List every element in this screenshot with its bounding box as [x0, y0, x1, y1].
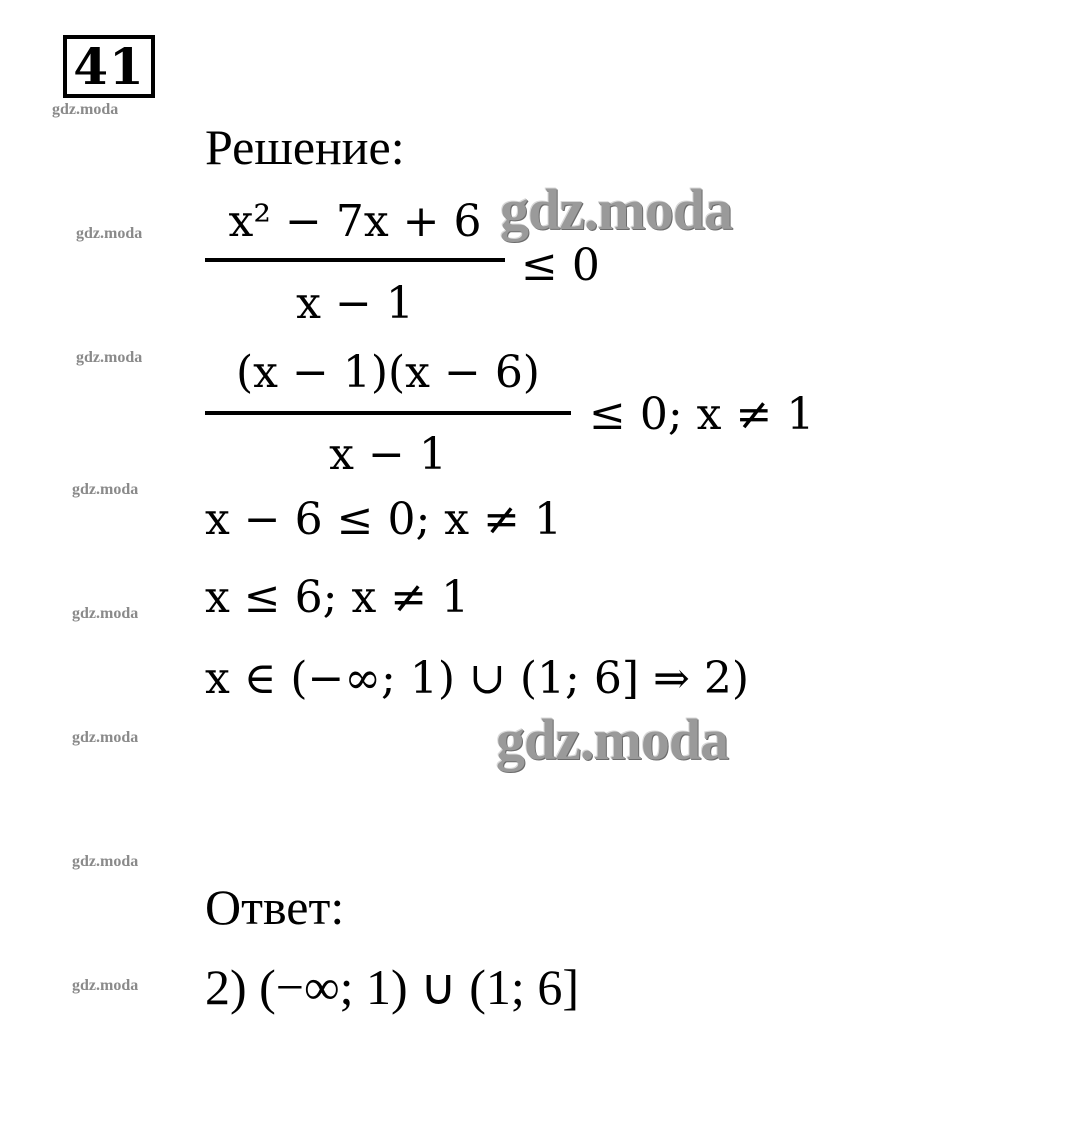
- task-number: 41: [73, 37, 145, 96]
- watermark-small: gdz.moda: [72, 605, 139, 622]
- step2-fraction: [205, 345, 865, 480]
- step2-denominator: x − 1: [329, 429, 447, 480]
- watermark-large: gdz.moda: [496, 707, 729, 772]
- watermark-small: gdz.moda: [76, 349, 143, 366]
- step1-denominator: x − 1: [296, 278, 414, 329]
- watermark-small: gdz.moda: [72, 481, 139, 498]
- step2-fraction-bar: [205, 411, 571, 415]
- answer-label: Ответ:: [205, 879, 345, 935]
- step1-numerator: x² − 7x + 6: [228, 196, 482, 247]
- watermark-small: gdz.moda: [72, 729, 139, 746]
- solution-label: Решение:: [205, 119, 405, 175]
- watermark-large: gdz.moda: [500, 177, 733, 242]
- step2-relation: ≤ 0; x ≠ 1: [589, 389, 815, 440]
- step3-line: x − 6 ≤ 0; x ≠ 1: [205, 494, 562, 545]
- step5-line: x ∈ (−∞; 1) ∪ (1; 6] ⇒ 2): [205, 653, 749, 704]
- step2-numerator: (x − 1)(x − 6): [236, 347, 540, 398]
- watermark-small: gdz.moda: [72, 853, 139, 870]
- step1-fraction-bar: [205, 258, 505, 262]
- task-number-box: [63, 35, 155, 98]
- step1-relation: ≤ 0: [521, 240, 600, 291]
- watermark-small: gdz.moda: [72, 977, 139, 994]
- watermark-small: gdz.moda: [52, 101, 119, 118]
- watermark-small: gdz.moda: [76, 225, 143, 242]
- answer-line: 2) (−∞; 1) ∪ (1; 6]: [205, 959, 579, 1015]
- step4-line: x ≤ 6; x ≠ 1: [205, 572, 470, 623]
